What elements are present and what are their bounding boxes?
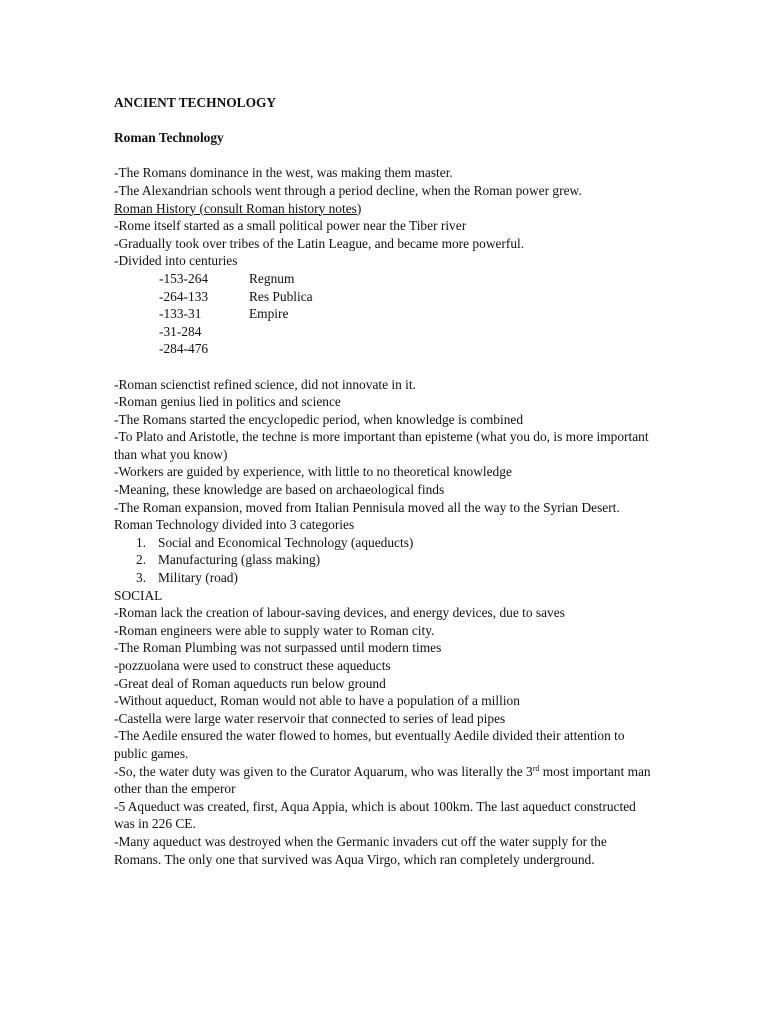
text-line: -Workers are guided by experience, with little to no theoretical knowledge bbox=[114, 464, 512, 480]
text-line: -The Alexandrian schools went through a period decline, when the Roman power grew. bbox=[114, 182, 582, 198]
document-title: ANCIENT TECHNOLOGY bbox=[114, 95, 277, 110]
text-line: -Gradually took over tribes of the Latin League, and became more powerful. bbox=[114, 235, 525, 251]
text-line: -Without aqueduct, Roman would not able to have a population of a million bbox=[114, 693, 520, 709]
category-text: Manufacturing (glass making) bbox=[158, 552, 321, 568]
centuries-list bbox=[114, 270, 654, 358]
category-item bbox=[114, 534, 654, 552]
century-row bbox=[114, 340, 654, 358]
text-line: -Roman engineers were able to supply water to Roman city. bbox=[114, 622, 435, 638]
text-line: -Roman scienctist refined science, did not innovate in it. bbox=[114, 376, 416, 392]
century-name: Regnum bbox=[249, 270, 295, 286]
category-number: 1. bbox=[136, 534, 147, 550]
category-number: 2. bbox=[136, 552, 147, 568]
text-line: -The Roman expansion, moved from Italian Pennisula moved all the way to the Syrian Desert. bbox=[114, 499, 620, 515]
text-line: -Meaning, these knowledge are based on archaeological finds bbox=[114, 482, 445, 498]
text-line: -The Romans dominance in the west, was making them master. bbox=[114, 165, 453, 181]
curator-text: -So, the water duty was given to the Curator Aquarum, who was literally the 3 bbox=[114, 763, 533, 779]
category-item bbox=[114, 569, 654, 587]
text-line: -The Aedile ensured the water flowed to homes, but eventually Aedile divided their attention to public games. bbox=[114, 728, 625, 761]
social-heading: SOCIAL bbox=[114, 587, 163, 603]
century-range: -31-284 bbox=[159, 323, 202, 339]
roman-history-heading: Roman History (consult Roman history notes) bbox=[114, 200, 362, 216]
text-line: -Divided into centuries bbox=[114, 253, 238, 269]
document-body bbox=[114, 94, 654, 868]
text-line: -The Roman Plumbing was not surpassed until modern times bbox=[114, 640, 442, 656]
text-line: -Great deal of Roman aqueducts run below ground bbox=[114, 675, 386, 691]
text-line: -Roman genius lied in politics and science bbox=[114, 394, 341, 410]
category-text: Military (road) bbox=[158, 570, 238, 586]
text-line: -Roman lack the creation of labour-saving devices, and energy devices, due to saves bbox=[114, 605, 565, 621]
text-line: -5 Aqueduct was created, first, Aqua Appia, which is about 100km. The last aqueduct constructed was in 226 CE. bbox=[114, 798, 636, 832]
text-line: -Many aqueduct was destroyed when the Germanic invaders cut off the water supply for the Romans. The only one that survived was Aqua Virgo, which ran completely underground. bbox=[114, 833, 607, 867]
century-name: Res Publica bbox=[249, 288, 313, 304]
text-line: -Castella were large water reservoir that connected to series of lead pipes bbox=[114, 710, 506, 726]
categories-list bbox=[114, 534, 654, 587]
century-range: -153-264 bbox=[159, 270, 209, 286]
text-line: -To Plato and Aristotle, the techne is more important than episteme (what you do, is more important than what you know) bbox=[114, 429, 649, 462]
century-range: -284-476 bbox=[159, 341, 209, 357]
century-name: Empire bbox=[249, 306, 289, 322]
text-line: -The Romans started the encyclopedic period, when knowledge is combined bbox=[114, 411, 524, 427]
category-number: 3. bbox=[136, 570, 147, 586]
text-line: -pozzuolana were used to construct these aqueducts bbox=[114, 658, 391, 673]
text-line: Roman Technology divided into 3 categories bbox=[114, 517, 355, 533]
category-text: Social and Economical Technology (aqueducts) bbox=[158, 534, 414, 550]
century-row bbox=[114, 323, 654, 341]
curator-text-end: most important man other than the emperor bbox=[114, 763, 651, 797]
century-row bbox=[114, 305, 654, 323]
text-line: -Rome itself started as a small political power near the Tiber river bbox=[114, 218, 467, 234]
century-range: -264-133 bbox=[159, 288, 209, 304]
curator-line bbox=[114, 763, 654, 798]
category-item bbox=[114, 551, 654, 569]
century-row bbox=[114, 270, 654, 288]
section-title-roman-technology: Roman Technology bbox=[114, 130, 224, 146]
century-range: -133-31 bbox=[159, 306, 202, 322]
ordinal-superscript: rd bbox=[532, 763, 540, 773]
century-row bbox=[114, 288, 654, 306]
